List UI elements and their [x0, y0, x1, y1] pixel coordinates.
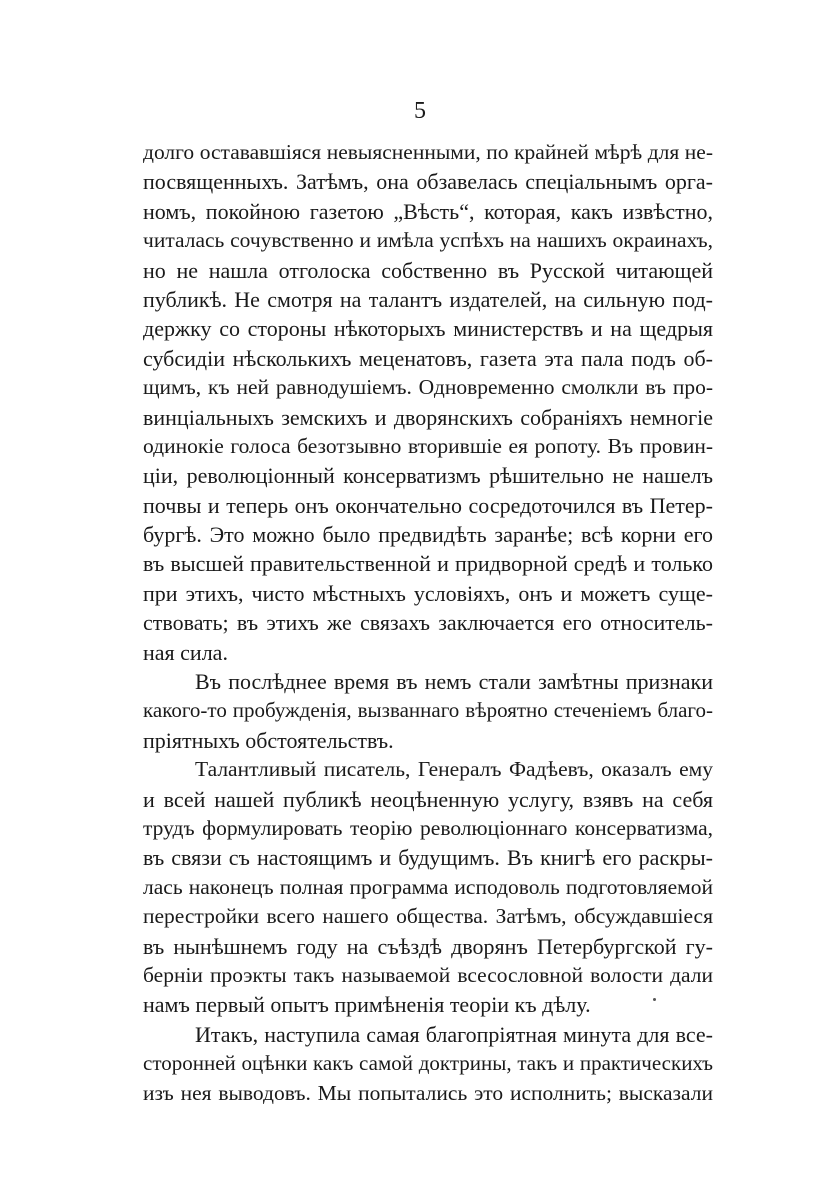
- ink-speck: [653, 998, 656, 1001]
- text-line: сторонней оцѣнки какъ самой доктрины, такъ и практическихъ: [143, 1051, 713, 1076]
- text-line: Въ послѣднее время въ немъ стали замѣтны признаки: [195, 669, 713, 695]
- text-line: одинокiе голоса безотзывно вторившiе ея ропоту. Въ провин-: [143, 433, 713, 458]
- text-line: номъ, покойною газетою „Вѣсть“, которая, какъ извѣстно,: [143, 198, 713, 224]
- paragraph: [143, 1020, 713, 1108]
- text-line: читалась сочувственно и имѣла успѣхъ на нашихъ окраинахъ,: [143, 228, 713, 253]
- paragraph: [143, 138, 713, 667]
- text-line: Талантливый писатель, Генералъ Фадѣевъ, оказалъ ему: [195, 757, 713, 782]
- text-line: бургѣ. Это можно было предвидѣть заранѣе; всѣ корни его: [143, 522, 713, 548]
- text-line: но не нашла отголоска собственно въ Русской читающей: [143, 257, 713, 283]
- text-line: и всей нашей публикѣ неоцѣненную услугу, взявъ на себя: [143, 786, 713, 812]
- text-line: въ нынѣшнемъ году на съѣздѣ дворянъ Петербургской гу-: [143, 933, 713, 959]
- text-line: ная сила.: [143, 639, 228, 665]
- text-line: винцiальныхъ земскихъ и дворянскихъ собранiяхъ немногiе: [143, 404, 713, 430]
- text-line: перестройки всего нашего общества. Затѣмъ, обсуждавшiеся: [143, 904, 713, 929]
- text-line: изъ нея выводовъ. Мы попытались это исполнить; высказали: [143, 1080, 713, 1105]
- paragraph: [143, 667, 713, 755]
- paragraph: [143, 755, 713, 1020]
- body-text: [143, 138, 713, 1108]
- text-line: ствовать; въ этихъ же связахъ заключается его относитель-: [143, 610, 713, 636]
- text-line: какого-то пробужденiя, вызваннаго вѣроятно стеченiемъ благо-: [143, 698, 713, 723]
- text-line: субсидiи нѣсколькихъ меценатовъ, газета эта пала подъ об-: [143, 345, 713, 371]
- text-line: публикѣ. Не смотря на талантъ издателей, на сильную под-: [143, 286, 713, 312]
- text-line: въ связи съ настоящимъ и будущимъ. Въ книгѣ его раскры-: [143, 845, 713, 871]
- text-line: держку со стороны нѣкоторыхъ министерствъ и на щедрыя: [143, 316, 713, 342]
- text-line: долго остававшiяся невыясненными, по крайней мѣрѣ для не-: [143, 140, 713, 164]
- page-number: 5: [414, 98, 426, 124]
- text-line: въ высшей правительственной и придворной средѣ и только: [143, 551, 713, 577]
- text-line: Итакъ, наступила самая благопрiятная минута для все-: [195, 1021, 713, 1047]
- text-line: при этихъ, чисто мѣстныхъ условiяхъ, онъ и можетъ суще-: [143, 580, 713, 606]
- text-line: прiятныхъ обстоятельствъ.: [143, 727, 394, 753]
- text-line: почвы и теперь онъ окончательно сосредоточился въ Петер-: [143, 492, 713, 518]
- text-line: трудъ формулировать теорiю революцiоннаго консерватизма,: [143, 815, 713, 840]
- text-line: посвященныхъ. Затѣмъ, она обзавелась спецiальнымъ орга-: [143, 169, 713, 195]
- text-line: намъ первый опытъ примѣненiя теорiи къ дѣлу.: [143, 992, 591, 1018]
- text-line: бернiи проэкты такъ называемой всесословной волости дали: [143, 962, 713, 987]
- text-line: лась наконецъ полная программа исподоволь подготовляемой: [143, 874, 713, 899]
- text-line: щимъ, къ ней равнодушiемъ. Одновременно смолкли въ про-: [143, 375, 713, 400]
- text-line: цiи, революцiонный консерватизмъ рѣшительно не нашелъ: [143, 463, 713, 489]
